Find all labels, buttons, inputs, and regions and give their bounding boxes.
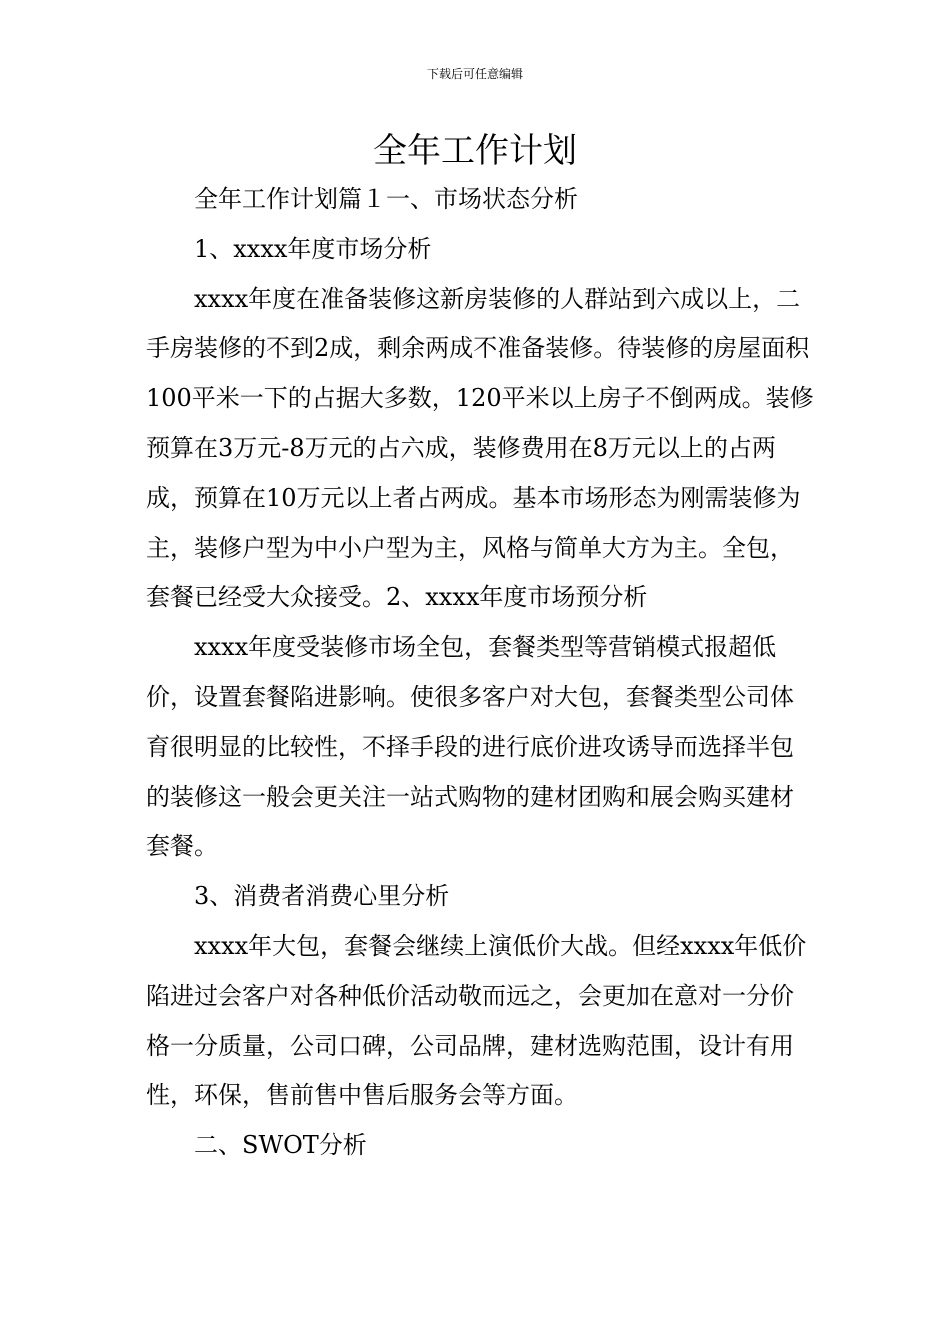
paragraph-subheading-market-analysis: 1、xxxx年度市场分析: [194, 234, 432, 263]
document-body: [146, 175, 814, 1171]
paragraph-consumer-psychology: xxxx年大包，套餐会继续上演低价大战。但经xxxx年低价陷进过会客户对各种低价活动敬而远之，会更加在意对一分价格一分质量，公司口碑，公司品牌，建材选购范围，设计有用性，环保，售前售中售后服务会等方面。: [146, 931, 807, 1110]
paragraph-heading-part-one: 全年工作计划篇１一、市场状态分析: [194, 185, 578, 213]
paragraph-subheading-consumer-psychology: 3、消费者消费心里分析: [194, 882, 450, 911]
document-title: 全年工作计划: [373, 131, 577, 171]
paragraph-market-analysis: xxxx年度在准备装修这新房装修的人群站到六成以上，二手房装修的不到2成，剩余两成不准备装修。待装修的房屋面积100平米一下的占据大多数，120平米以上房子不倒两成。装修预算在3万元-8万元的占六成，装修费用在8万元以上的占两成，预算在10万元以上者占两成。基本市场形态为刚需装修为主，装修户型为中小户型为主，风格与简单大方为主。全包，套餐已经受大众接受。2、xxxx年度市场预分析: [146, 284, 814, 612]
paragraph-market-forecast: xxxx年度受装修市场全包，套餐类型等营销模式报超低价，设置套餐陷进影响。使很多客户对大包，套餐类型公司体育很明显的比较性，不择手段的进行底价进攻诱导而选择半包的装修这一般会更关注一站式购物的建材团购和展会购买建材套餐。: [146, 633, 794, 861]
header-note: 下载后可任意编辑: [426, 67, 523, 81]
paragraph-heading-swot: 二、SWOT分析: [194, 1131, 367, 1160]
